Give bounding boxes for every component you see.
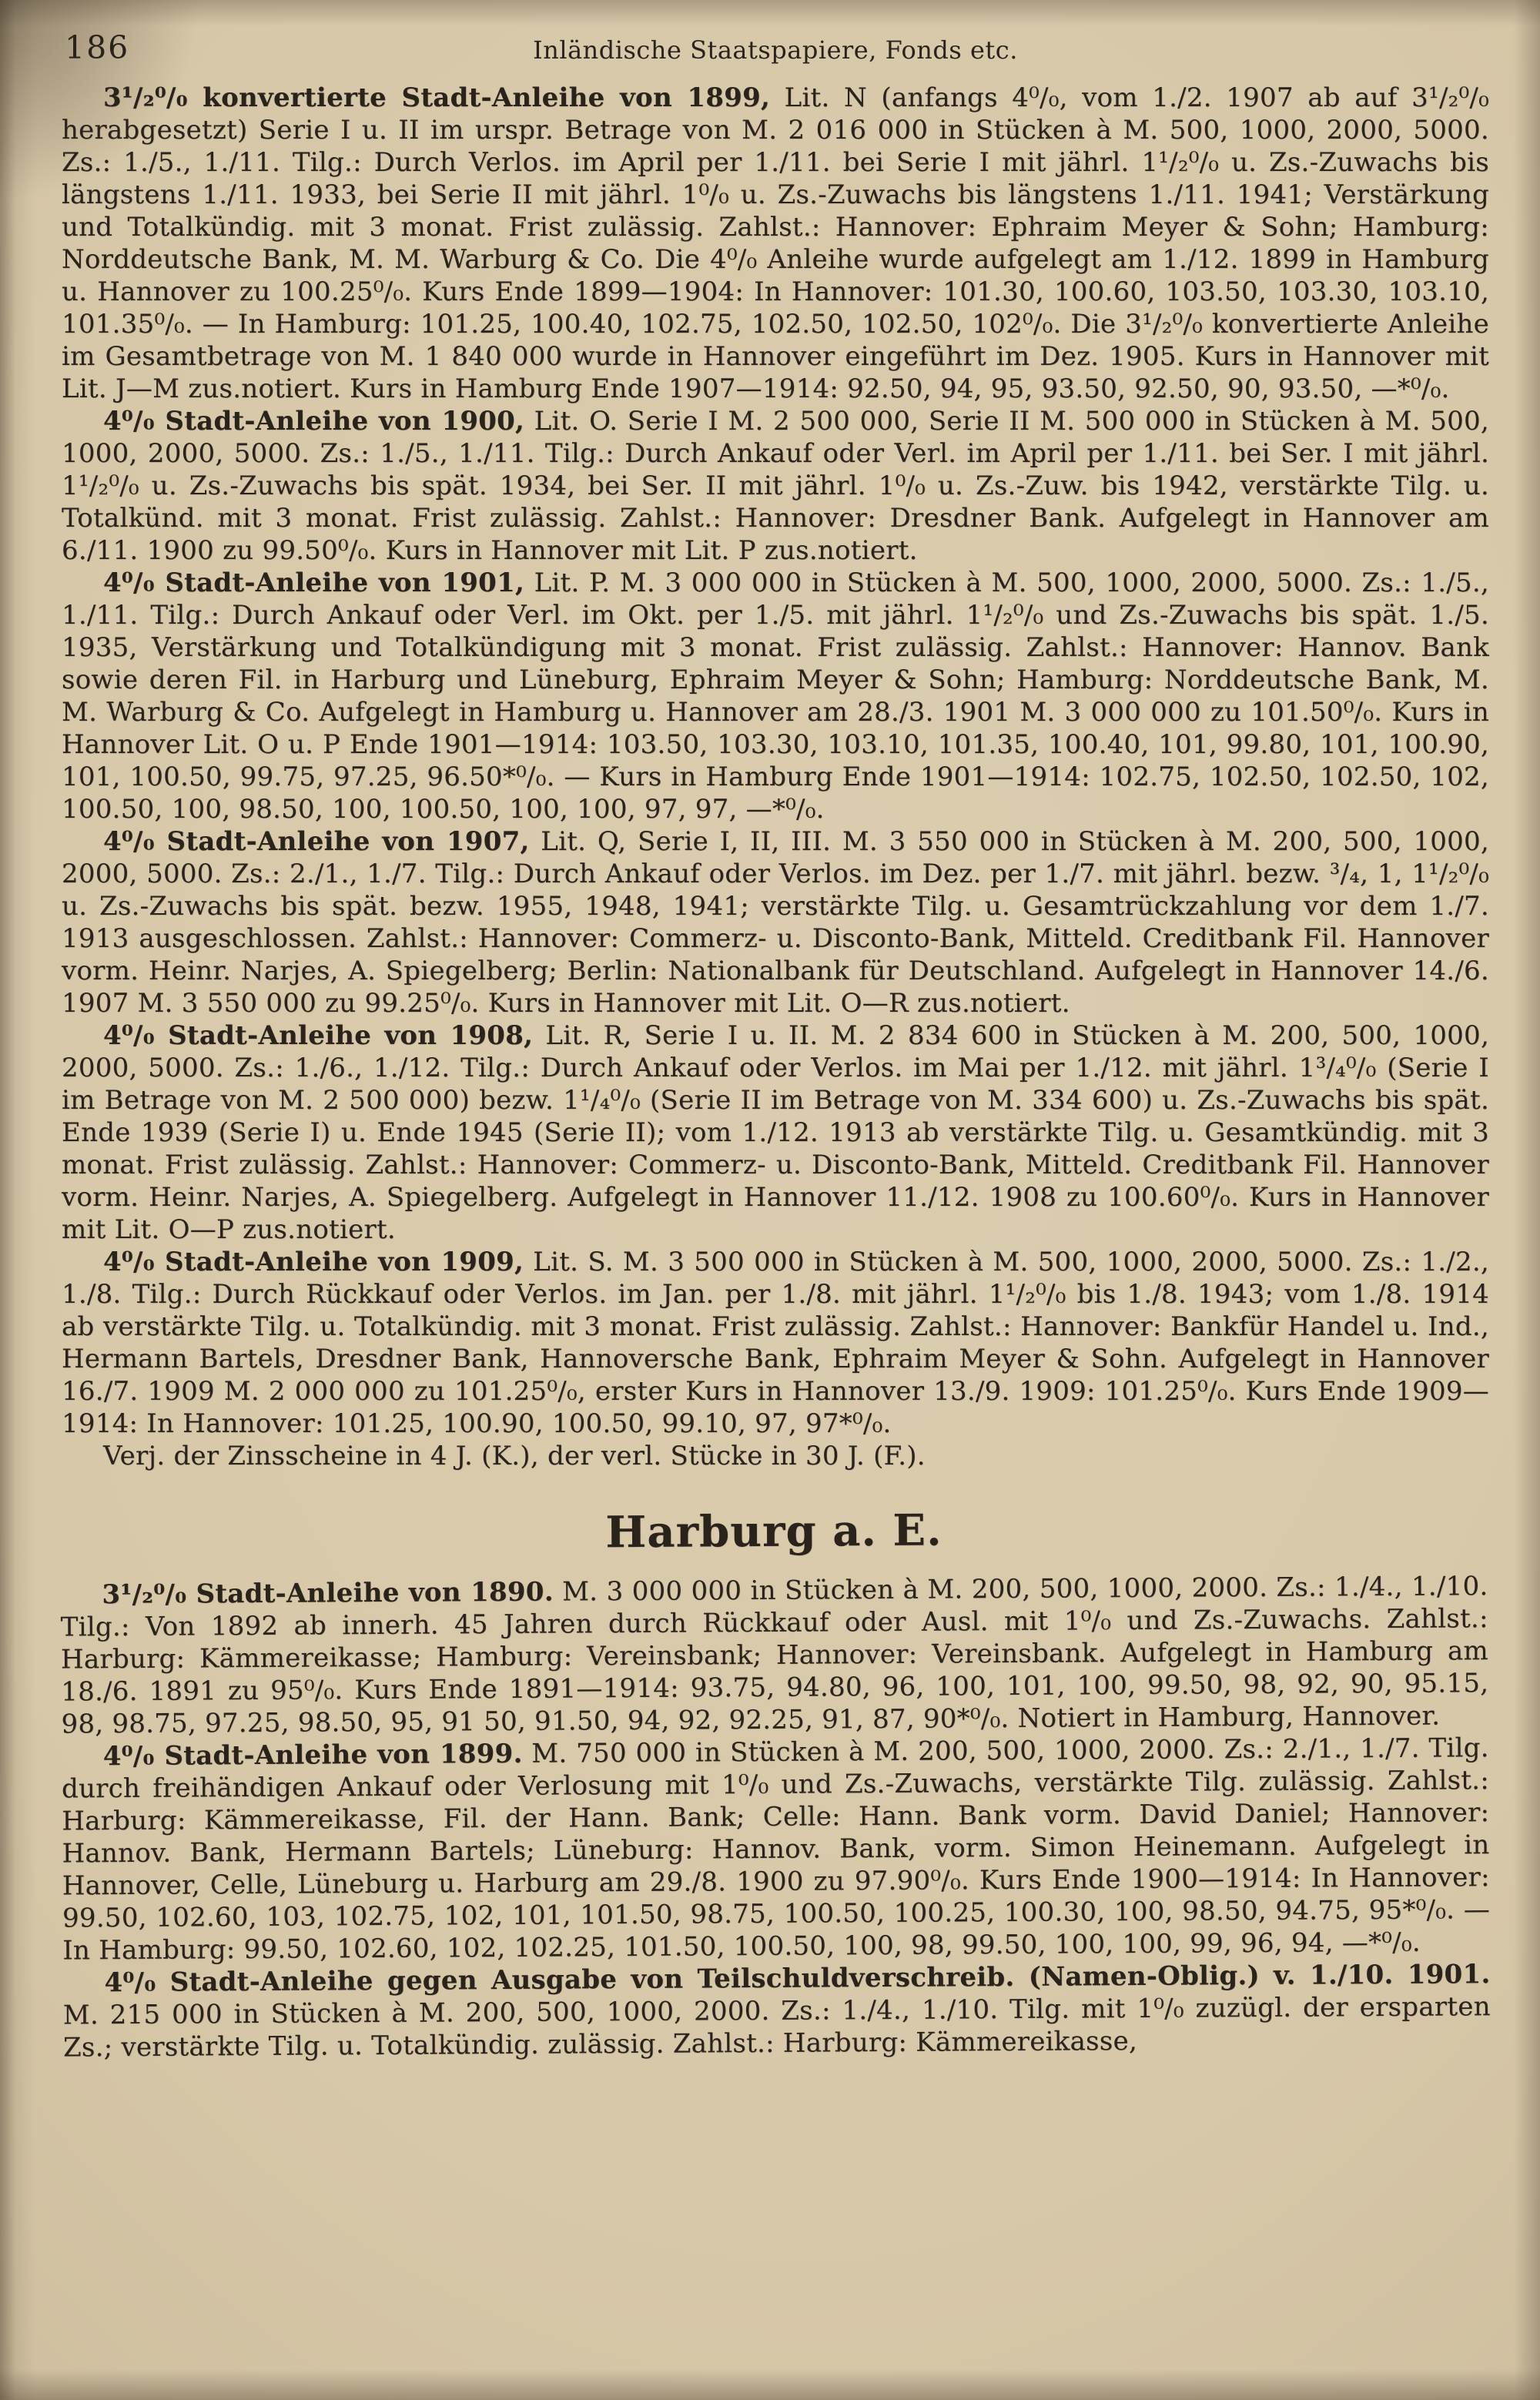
bond-entry-1901 — [62, 567, 1489, 825]
bond-entry-1907 — [62, 825, 1489, 1019]
bond-entry-title: 4⁰/₀ Stadt-Anleihe gegen Ausgabe von Teilschuldverschreib. (Namen-Oblig.) v. 1./10. 1901. — [104, 1959, 1491, 1999]
bond-entry-text: M. 215 000 in Stücken à M. 200, 500, 1000, 2000. Zs.: 1./4., 1./10. Tilg. mit 1⁰/₀ zuzügl. der ersparten Zs.; verstärkte Tilg. u. Totalkündig. zulässig. Zahlst.: Harburg: Kämmereikasse, — [62, 1991, 1491, 2064]
bond-entry-1908 — [62, 1019, 1489, 1246]
bond-entry-text: Lit. Q, Serie I, II, III. M. 3 550 000 in Stücken à M. 200, 500, 1000, 2000, 5000. Zs.: 2./1., 1./7. Tilg.: Durch Ankauf oder Verlos. im Dez. per 1./7. mit jährl. bezw. ³/₄, 1, 1¹/₂⁰/₀ u. Zs.-Zuwachs bis spät. bezw. 1955, 1948, 1941; verstärkte Tilg. u. Gesamtrückzahlung vor dem 1./7. 1913 ausgeschlossen. Zahlst.: Hannover: Commerz- u. Disconto-Bank, Mitteld. Creditbank Fil. Hannover vorm. Heinr. Narjes, A. Spiegelberg; Berlin: Nationalbank für Deutschland. Aufgelegt in Hannover 14./6. 1907 M. 3 550 000 zu 99.25⁰/₀. Kurs in Hannover mit Lit. O—R zus.notiert. — [62, 826, 1489, 1019]
section-heading: Harburg a. E. — [605, 1505, 942, 1558]
bond-entry-title: 3¹/₂⁰/₀ Stadt-Anleihe von 1890. — [102, 1576, 554, 1611]
bond-entry-harburg-1901 — [62, 1958, 1491, 2064]
bond-entry-title: 4⁰/₀ Stadt-Anleihe von 1900, — [103, 406, 525, 437]
bond-entry-harburg-1899 — [62, 1732, 1491, 1967]
bond-entry-title: 4⁰/₀ Stadt-Anleihe von 1899. — [102, 1738, 523, 1772]
bond-entry-text: Lit. O. Serie I M. 2 500 000, Serie II M. 500 000 in Stücken à M. 500, 1000, 2000, 5000. Zs.: 1./5., 1./11. Tilg.: Durch Ankauf oder Verl. im April per 1./11. bei Ser. I mit jährl. 1¹/₂⁰/₀ u. Zs.-Zuwachs bis spät. 1934, bei Ser. II mit jährl. 1⁰/₀ u. Zs.-Zuw. bis 1942, verstärkte Tilg. u. Totalkünd. mit 3 monat. Frist zulässig. Zahlst.: Hannover: Dresdner Bank. Aufgelegt in Hannover am 6./11. 1900 zu 99.50⁰/₀. Kurs in Hannover mit Lit. P zus.notiert. — [62, 406, 1489, 566]
page-number: 186 — [65, 29, 130, 66]
bond-entry-harburg-1890 — [60, 1570, 1488, 1740]
bond-entry-text: M. 750 000 in Stücken à M. 200, 500, 1000, 2000. Zs.: 2./1., 1./7. Tilg. durch freihändigen Ankauf oder Verlosung mit 1⁰/₀ und Zs.-Zuwachs, verstärkte Tilg. zulässig. Zahlst.: Harburg: Kämmereikasse, Fil. der Hann. Bank; Celle: Hann. Bank vorm. David Daniel; Hannover: Hannov. Bank, Hermann Bartels; Lüneburg: Hannov. Bank, vorm. Simon Heinemann. Aufgelegt in Hannover, Celle, Lüneburg u. Harburg am 29./8. 1900 zu 97.90⁰/₀. Kurs Ende 1900—1914: In Hannover: 99.50, 102.60, 103, 102.75, 102, 101, 101.50, 98.75, 100.50, 100.25, 100.30, 100, 98.50, 94.75, 95*⁰/₀. — In Hamburg: 99.50, 102.60, 102, 102.25, 101.50, 100.50, 100, 98, 99.50, 100, 100, 99, 96, 94, —*⁰/₀. — [61, 1732, 1491, 1967]
bond-entry-text: Lit. R, Serie I u. II. M. 2 834 600 in Stücken à M. 200, 500, 1000, 2000, 5000. Zs.: 1./6., 1./12. Tilg.: Durch Ankauf oder Verlos. im Mai per 1./12. mit jährl. 1³/₄⁰/₀ (Serie I im Betrage von M. 2 500 000) bezw. 1¹/₄⁰/₀ (Serie II im Betrage von M. 334 600) u. Zs.-Zuwachs bis spät. Ende 1939 (Serie I) u. Ende 1945 (Serie II); vom 1./12. 1913 ab verstärkte Tilg. u. Gesamtkündig. mit 3 monat. Frist zulässig. Zahlst.: Hannover: Commerz- u. Disconto-Bank, Mitteld. Creditbank Fil. Hannover vorm. Heinr. Narjes, A. Spiegelberg. Aufgelegt in Hannover 11./12. 1908 zu 100.60⁰/₀. Kurs in Hannover mit Lit. O—P zus.notiert. — [62, 1020, 1490, 1245]
bond-entry-text: Lit. S. M. 3 500 000 in Stücken à M. 500, 1000, 2000, 5000. Zs.: 1./2., 1./8. Tilg.: Durch Rückkauf oder Verlos. im Jan. per 1./8. mit jährl. 1¹/₂⁰/₀ bis 1./8. 1943; vom 1./8. 1914 ab verstärkte Tilg. u. Totalkündig. mit 3 monat. Frist zulässig. Zahlst.: Hannover: Bankfür Handel u. Ind., Hermann Bartels, Dresdner Bank, Hannoversche Bank, Ephraim Meyer & Sohn. Aufgelegt in Hannover 16./7. 1909 M. 2 000 000 zu 101.25⁰/₀, erster Kurs in Hannover 13./9. 1909: 101.25⁰/₀. Kurs Ende 1909—1914: In Hannover: 101.25, 100.90, 100.50, 99.10, 97, 97*⁰/₀. — [62, 1247, 1489, 1439]
bond-entry-title: 4⁰/₀ Stadt-Anleihe von 1909, — [103, 1247, 524, 1277]
bond-entry-title: 3¹/₂⁰/₀ konvertierte Stadt-Anleihe von 1899, — [103, 82, 771, 113]
harburg-section — [60, 1504, 1491, 2064]
running-header: Inländische Staatspapiere, Fonds etc. — [533, 35, 1018, 65]
bond-entry-1899-konvertiert — [62, 82, 1489, 405]
bond-entry-1909 — [62, 1246, 1489, 1440]
bond-entry-title: 4⁰/₀ Stadt-Anleihe von 1907, — [103, 826, 530, 857]
bond-entry-title: 4⁰/₀ Stadt-Anleihe von 1908, — [103, 1020, 534, 1051]
expiry-note: Verj. der Zinsscheine in 4 J. (K.), der verl. Stücke in 30 J. (F.). — [103, 1441, 926, 1471]
page-header — [62, 29, 1489, 74]
bond-entry-text: M. 3 000 000 in Stücken à M. 200, 500, 1000, 2000. Zs.: 1./4., 1./10. Tilg.: Von 1892 ab innerh. 45 Jahren durch Rückkauf oder Ausl. mit 1⁰/₀ und Zs.-Zuwachs. Zahlst.: Harburg: Kämmereikasse; Hamburg: Vereinsbank; Hannover: Vereinsbank. Aufgelegt in Hamburg am 18./6. 1891 zu 95⁰/₀. Kurs Ende 1891—1914: 93.75, 94.80, 96, 100, 101, 100, 99.50, 98, 92, 90, 95.15, 98, 98.75, 97.25, 98.50, 95, 91 50, 91.50, 94, 92, 92.25, 91, 87, 90*⁰/₀. Notiert in Hamburg, Hannover. — [60, 1571, 1489, 1740]
bond-entry-text: Lit. N (anfangs 4⁰/₀, vom 1./2. 1907 ab auf 3¹/₂⁰/₀ herabgesetzt) Serie I u. II im urspr. Betrage von M. 2 016 000 in Stücken à M. 500, 1000, 2000, 5000. Zs.: 1./5., 1./11. Tilg.: Durch Verlos. im April per 1./11. bei Serie I mit jährl. 1¹/₂⁰/₀ u. Zs.-Zuwachs bis längstens 1./11. 1933, bei Serie II mit jährl. 1⁰/₀ u. Zs.-Zuwachs bis längstens 1./11. 1941; Verstärkung und Totalkündig. mit 3 monat. Frist zulässig. Zahlst.: Hannover: Ephraim Meyer & Sohn; Hamburg: Norddeutsche Bank, M. M. Warburg & Co. Die 4⁰/₀ Anleihe wurde aufgelegt am 1./12. 1899 in Hamburg u. Hannover zu 100.25⁰/₀. Kurs Ende 1899—1904: In Hannover: 101.30, 100.60, 103.50, 103.30, 103.10, 101.35⁰/₀. — In Hamburg: 101.25, 100.40, 102.75, 102.50, 102.50, 102⁰/₀. Die 3¹/₂⁰/₀ konvertierte Anleihe im Gesamtbetrage von M. 1 840 000 wurde in Hannover eingeführt im Dez. 1905. Kurs in Hannover mit Lit. J—M zus.notiert. Kurs in Hamburg Ende 1907—1914: 92.50, 94, 95, 93.50, 92.50, 90, 93.50, —*⁰/₀. — [62, 82, 1489, 404]
bond-entry-1900 — [62, 405, 1489, 567]
bond-entry-text: Lit. P. M. 3 000 000 in Stücken à M. 500, 1000, 2000, 5000. Zs.: 1./5., 1./11. Tilg.: Durch Ankauf oder Verl. im Okt. per 1./5. mit jährl. 1¹/₂⁰/₀ und Zs.-Zuwachs bis spät. 1./5. 1935, Verstärkung und Totalkündigung mit 3 monat. Frist zulässig. Zahlst.: Hannover: Hannov. Bank sowie deren Fil. in Harburg und Lüneburg, Ephraim Meyer & Sohn; Hamburg: Norddeutsche Bank, M. M. Warburg & Co. Aufgelegt in Hamburg u. Hannover am 28./3. 1901 M. 3 000 000 zu 101.50⁰/₀. Kurs in Hannover Lit. O u. P Ende 1901—1914: 103.50, 103.30, 103.10, 101.35, 100.40, 101, 99.80, 101, 100.90, 101, 100.50, 99.75, 97.25, 96.50*⁰/₀. — Kurs in Hamburg Ende 1901—1914: 102.75, 102.50, 102.50, 102, 100.50, 100, 98.50, 100, 100.50, 100, 100, 97, 97, —*⁰/₀. — [62, 567, 1489, 825]
page-body — [60, 82, 1491, 2064]
bond-entry-title: 4⁰/₀ Stadt-Anleihe von 1901, — [103, 567, 525, 598]
